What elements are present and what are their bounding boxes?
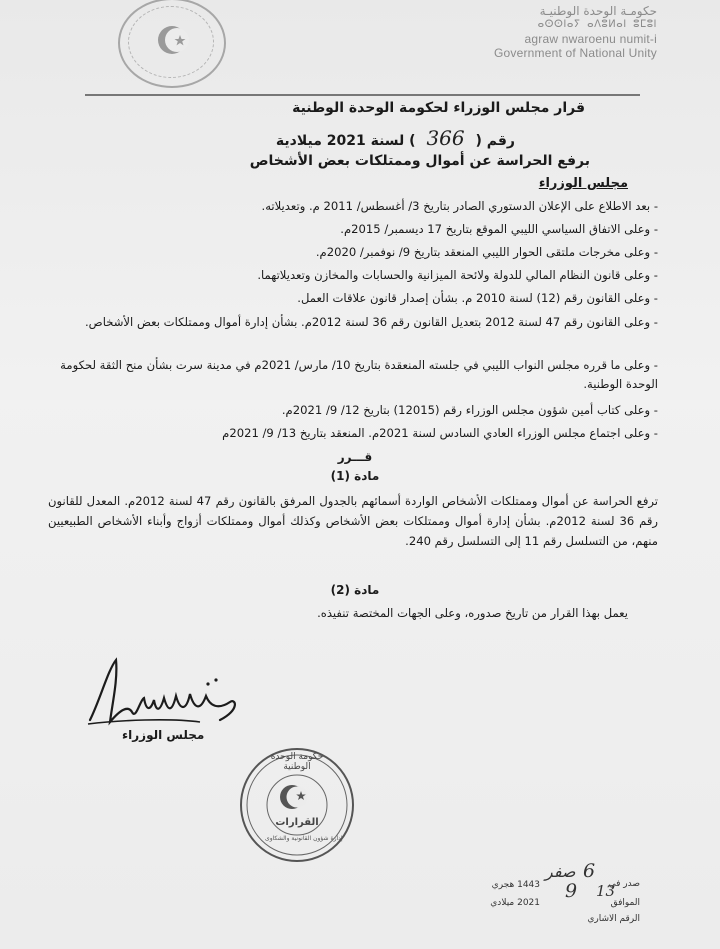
number-suffix: ) لسنة 2021 ميلادية [275, 133, 416, 149]
stamp-hijri-day: 6 [583, 860, 596, 882]
preamble-item: - وعلى مخرجات ملتقى الحوار الليبي المنعقد بتاريخ 9/ نوفمبر/ 2020م. [315, 245, 658, 259]
seal-center-text: القرارات [275, 817, 319, 828]
preamble-item: - وعلى القانون رقم 47 لسنة 2012 بتعديل القانون رقم 36 لسنة 2012م. بشأن إدارة أموال وممتلكات بعض الأشخاص. [85, 315, 658, 329]
signatory-title: مجلس الوزراء [122, 728, 205, 742]
letterhead-tifinagh: ⴰⵙⵙⵏⴰⵢ ⴰⴷⵓⵍⴰⵏ ⵓⵎⵓⵏ [537, 19, 657, 30]
preamble-item: - وعلى القانون رقم (12) لسنة 2010 م. بشأن إصدار قانون علاقات العمل. [297, 291, 658, 305]
decision-title: قرار مجلس الوزراء لحكومة الوحدة الوطنية [292, 100, 585, 116]
letterhead-english: Government of National Unity [493, 46, 657, 60]
handwritten-decision-number: 366 [426, 126, 465, 150]
letterhead-arabic: حكومـة الوحدة الوطنيـة [539, 4, 657, 18]
stamp-hijri-month: صفر [545, 862, 576, 881]
letterhead-berber-latin: agraw nwaroenu numit-i [524, 32, 657, 46]
decision-subject: برفع الحراسة عن أموال وممتلكات بعض الأشخاص [249, 153, 590, 169]
preamble-item: - وعلى قانون النظام المالي للدولة ولائحة الميزانية والحسابات والمخازن وتعديلاتهما. [257, 268, 658, 282]
preamble-item: - وعلى ما قرره مجلس النواب الليبي في جلسته المنعقدة بتاريخ 10/ مارس/ 2021م في مدينة سرت بشأن منح الثقة لحكومة الوحدة الوطنية. [60, 358, 658, 391]
article-1-title: مادة (1) [330, 469, 380, 483]
header-divider [85, 94, 640, 96]
decided-heading: قـــرر [337, 450, 373, 464]
seal-ring-text: حكومة الوحدة الوطنية [270, 752, 324, 772]
article-2-title: مادة (2) [330, 583, 380, 597]
article-2-text: يعمل بهذا القرار من تاريخ صدوره، وعلى الجهات المختصة تنفيذه. [317, 606, 628, 620]
stamp-hijri-year: 1443 هجري [491, 880, 540, 890]
letterhead [395, 4, 657, 60]
article-1-text: ترفع الحراسة عن أموال وممتلكات الأشخاص الواردة أسمائهم بالجدول المرفق بالقانون رقم 47 لسنة 2012م. المعدل للقانون رقم 36 لسنة 2012م. بشأن إدارة أموال وممتلكات بعض الأشخاص وكذلك أموال وممتلكات أزواج وأبناء الأشخاص الطبيعيين منهم، من التسلسل رقم 11 إلى التسلسل رقم 240. [48, 494, 658, 548]
stamp-issued-label: صدر في [608, 879, 640, 889]
decision-number-line [276, 126, 515, 150]
government-emblem-seal [118, 0, 226, 88]
signature-scribble [80, 650, 250, 740]
stamp-greg-month: 13 [596, 882, 616, 900]
preamble-item: - بعد الاطلاع على الإعلان الدستوري الصادر بتاريخ 3/ أغسطس/ 2011 م. وتعديلاته. [261, 199, 658, 213]
stamp-greg-year: 2021 ميلادي [490, 898, 540, 908]
seal-bottom-text: إدارة شؤون القانونية والشكاوى [265, 835, 343, 842]
stamp-greg-day: 9 [565, 880, 578, 902]
council-heading: مجلس الوزراء [538, 176, 628, 191]
preamble-item: - وعلى اجتماع مجلس الوزراء العادي السادس لسنة 2021م. المنعقد بتاريخ 13/ 9/ 2021م [222, 426, 658, 440]
preamble-item: - وعلى الاتفاق السياسي الليبي الموقع بتاريخ 17 ديسمبر/ 2015م. [340, 222, 658, 236]
crescent-star-icon [154, 20, 190, 60]
stamp-greg-label: الموافق [610, 898, 640, 908]
number-prefix: رقم ( [475, 133, 515, 149]
stamp-ref-label: الرقم الاشاري [587, 914, 640, 924]
preamble-item: - وعلى كتاب أمين شؤون مجلس الوزراء رقم (12015) بتاريخ 12/ 9/ 2021م. [281, 403, 658, 417]
